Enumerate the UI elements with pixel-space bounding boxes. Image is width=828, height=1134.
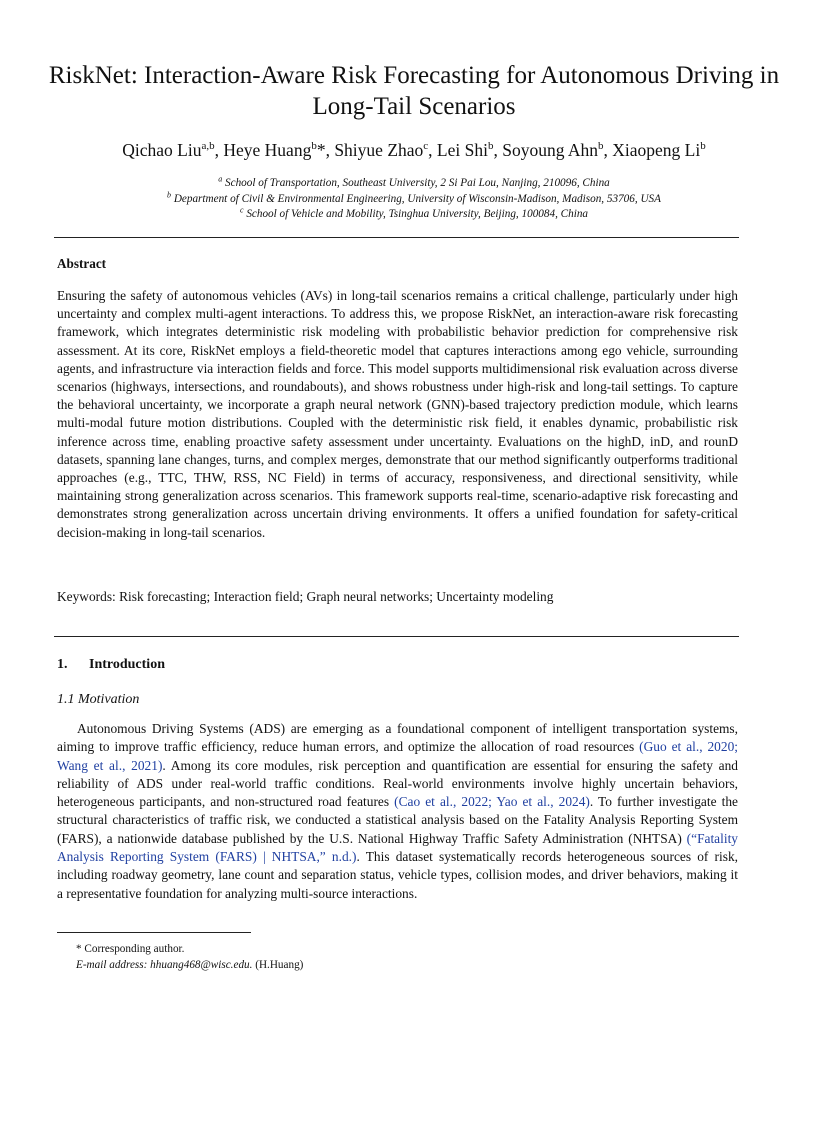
- abstract-text: Ensuring the safety of autonomous vehicles (AVs) in long-tail scenarios remains a critical challenge, particularly under high uncertainty and complex multi-agent interactions. To address this, we propose RiskNet, an interaction-aware risk forecasting framework, which integrates deterministic risk modeling with probabilistic behavior prediction for comprehensive risk assessment. At its core, RiskNet employs a field-theoretic model that captures interactions among ego vehicle, surrounding agents, and infrastructure via interaction fields and force. This model supports multidimensional risk evaluation across diverse scenarios (highways, intersections, and roundabouts), and shows robustness under high-risk and long-tail settings. To capture the behavioral uncertainty, we incorporate a graph neural network (GNN)-based trajectory prediction module, which learns multi-modal future motion distributions. Coupled with the deterministic risk field, it enables dynamic, probabilistic risk inference across time, enabling proactive safety assessment under uncertainty. Evaluations on the highD, inD, and rounD datasets, spanning lane changes, turns, and complex merges, demonstrate that our method significantly outperforms traditional approaches (e.g., TTC, THW, RSS, NC Field) in terms of accuracy, responsiveness, and directional sensitivity, while maintaining strong generalization across scenarios. This framework supports real-time, scenario-adaptive risk forecasting and demonstrates strong generalization across uncertain driving environments. It offers a unified foundation for safety-critical decision-making in long-tail scenarios.: [57, 288, 738, 540]
- divider: [54, 636, 739, 637]
- author: Qichao Liu$^{a,b}$,: [122, 140, 224, 160]
- footnote-divider: [57, 932, 251, 933]
- section-heading: [57, 657, 165, 673]
- author: Lei Shi$^b$,: [436, 140, 503, 160]
- footnote: [76, 941, 303, 973]
- affiliation: $^c$ School of Vehicle and Mobility, Tsinghua University, Beijing, 100084, China: [239, 205, 589, 220]
- subsection-heading: 1.1 Motivation: [57, 692, 140, 707]
- intro-paragraph: Autonomous Driving Systems (ADS) are emerging as a foundational component of intelligent transportation systems, aiming to improve traffic efficiency, reduce human errors, and optimize the allocation of road resources (Guo et al., 2020; Wang et al., 2021). Among its core modules, risk perception and quantification are essential for ensuring the safety and reliability of ADS under real-world traffic conditions. Real-world environments involve highly uncertain behaviors, heterogeneous participants, and non-structured road features (Cao et al., 2022; Yao et al., 2024). To further investigate the structural characteristics of traffic risk, we conducted a statistical analysis based on the Fatality Analysis Reporting System (FARS), a nationwide database published by the U.S. National Highway Traffic Safety Administration (NHTSA) (“Fatality Analysis Reporting System (FARS) | NHTSA,” n.d.). This dataset systematically records heterogeneous sources of risk, including roadway geometry, lane count and separation status, vehicle types, collision modes, and driver behaviors, making it a representative foundation for analyzing multi-source interactions.: [57, 721, 738, 901]
- divider: [54, 237, 739, 238]
- citation-link[interactable]: (Guo et al., 2020; Wang et al., 2021): [57, 739, 738, 773]
- corresponding-note: * Corresponding author.: [76, 943, 185, 955]
- author: Soyoung Ahn$^b$,: [502, 140, 613, 160]
- author: Heye Huang$^b$*,: [223, 140, 335, 160]
- affiliation: $^b$ Department of Civil & Environmental Engineering, University of Wisconsin-Madison, Madison, 53706, USA: [167, 189, 661, 205]
- section-number: 1.: [57, 657, 68, 672]
- email-note: E-mail address: hhuang468@wisc.edu. (H.Huang): [76, 959, 304, 971]
- keywords: Keywords: Risk forecasting; Interaction field; Graph neural networks; Uncertainty modeling: [57, 589, 554, 604]
- section-title: Introduction: [89, 657, 165, 672]
- citation-link[interactable]: (“Fatality Analysis Reporting System (FARS) | NHTSA,” n.d.): [57, 830, 738, 865]
- author: Xiaopeng Li$^b$: [612, 140, 706, 160]
- corresponding-mark: *: [316, 140, 326, 160]
- paper-title: RiskNet: Interaction-Aware Risk Forecasting for Autonomous Driving in Long-Tail Scenarios: [48, 62, 780, 120]
- affiliation: $^a$ School of Transportation, Southeast University, 2 Si Pai Lou, Nanjing, 210096, China: [218, 174, 610, 189]
- author-list: [30, 139, 798, 161]
- abstract-heading: Abstract: [57, 256, 107, 271]
- affiliation-list: [60, 176, 768, 223]
- citation-link[interactable]: (Cao et al., 2022; Yao et al., 2024): [394, 794, 590, 810]
- author: Shiyue Zhao$^c$,: [334, 140, 437, 160]
